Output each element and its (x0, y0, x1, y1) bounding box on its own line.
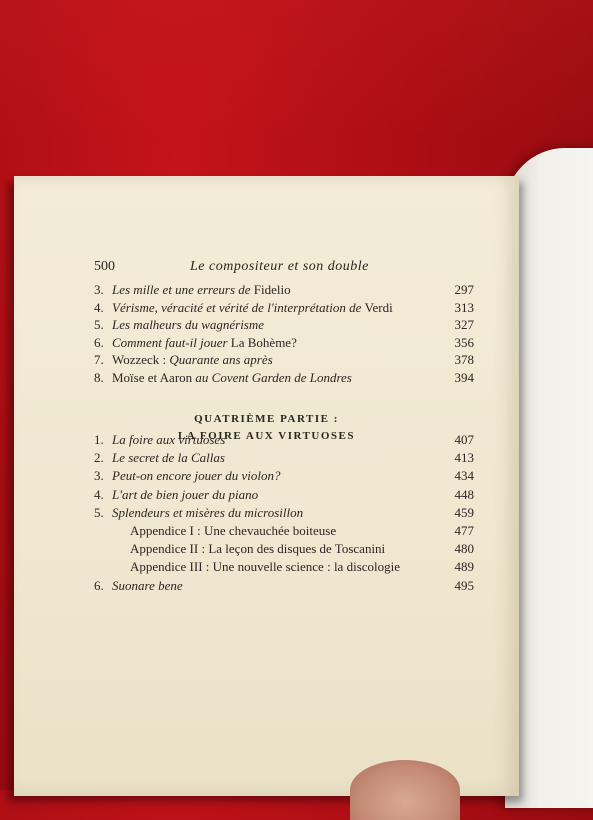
toc-entry (94, 317, 474, 335)
toc-entry (94, 468, 474, 486)
entry-page: 327 (454, 317, 474, 333)
entry-title-part: Fidelio (253, 282, 291, 297)
finger (350, 760, 460, 820)
entry-number: 5. (94, 504, 104, 520)
toc-entry (94, 559, 474, 577)
toc-entry (94, 487, 474, 505)
entry-title (112, 352, 273, 368)
entry-title (112, 300, 393, 316)
entry-number: 4. (94, 486, 104, 502)
entry-title (130, 559, 400, 575)
entry-title (112, 487, 258, 503)
entry-title (112, 335, 297, 351)
entry-title-part: Splendeurs et misères du microsillon (112, 504, 304, 520)
entry-page: 378 (454, 352, 474, 368)
entry-title-part: Comment faut-il jouer (112, 334, 231, 350)
entry-page: 495 (454, 577, 474, 593)
entry-title-part: Appendice III : Une nouvelle science : la discologie (130, 559, 401, 575)
entry-title (112, 578, 183, 594)
entry-title-part: Peut-on encore jouer du violon? (112, 468, 281, 484)
entry-title (112, 432, 225, 448)
toc-entry (94, 282, 474, 300)
entry-page: 413 (454, 450, 474, 466)
entry-title-part: Appendice I : Une chevauchée boiteuse (130, 523, 337, 538)
entry-title (112, 505, 303, 521)
entry-title-part: au Covent Garden de Londres (195, 370, 352, 385)
entry-page: 407 (454, 432, 474, 447)
entry-number: 4. (94, 299, 104, 315)
toc-entry (94, 450, 474, 468)
toc-entry (94, 541, 474, 559)
entry-number: 3. (94, 468, 104, 484)
entry-title-part: Moïse et Aaron (112, 370, 196, 385)
toc-entry (94, 370, 474, 388)
entry-title-part: La foire aux virtuoses (112, 432, 226, 447)
entry-page: 297 (454, 282, 474, 297)
entry-title-part: Vérisme, véracité et vérité de l'interprétation de (112, 299, 365, 315)
entry-page: 459 (454, 504, 474, 520)
entry-title (112, 370, 352, 386)
entry-title (112, 317, 264, 333)
entry-page: 448 (454, 486, 474, 502)
entry-title-part: Le secret de la Callas (112, 450, 225, 466)
entry-number: 3. (94, 282, 104, 297)
entry-number: 6. (94, 334, 104, 350)
entry-title-part: Les mille et une erreurs de (112, 282, 254, 297)
entry-page: 477 (454, 523, 474, 538)
toc-entry (94, 335, 474, 353)
entry-title-part: Quarante ans après (169, 352, 273, 368)
toc-entry (94, 432, 474, 450)
entry-page: 356 (454, 334, 474, 350)
entry-page: 313 (454, 299, 474, 315)
entry-page: 394 (454, 370, 474, 385)
red-fabric-background (0, 0, 593, 200)
entry-title-part: Les malheurs du wagnérisme (112, 317, 265, 333)
toc-entry (94, 505, 474, 523)
entry-page: 480 (454, 541, 474, 557)
toc-entry (94, 352, 474, 370)
entry-title-part: Wozzeck : (112, 352, 170, 368)
entry-page: 434 (454, 468, 474, 484)
entry-number: 8. (94, 370, 104, 385)
entry-title-part: L'art de bien jouer du piano (112, 486, 259, 502)
entry-page: 489 (454, 559, 474, 575)
toc-entry (94, 578, 474, 596)
entry-title (112, 450, 225, 466)
entry-title-part: La Bohème? (230, 334, 297, 350)
toc-entry (94, 300, 474, 318)
entry-title (130, 541, 385, 557)
entry-title (130, 523, 336, 539)
part-heading-line2: LA FOIRE AUX VIRTUOSES (178, 430, 355, 442)
page-header (94, 259, 494, 279)
entry-title-part: Verdi (364, 299, 393, 315)
entry-title (112, 282, 291, 298)
entry-number: 2. (94, 450, 104, 466)
running-title: Le compositeur et son double (190, 259, 369, 274)
toc-entry (94, 523, 474, 541)
entry-title-part: Appendice II : La leçon des disques de Toscanini (130, 541, 386, 557)
entry-title (112, 468, 280, 484)
book-page (14, 176, 519, 796)
entry-title-part: Suonare bene (112, 577, 183, 593)
page-number: 500 (94, 259, 115, 274)
entry-number: 5. (94, 317, 104, 333)
entry-number: 6. (94, 577, 104, 593)
entry-number: 1. (94, 432, 104, 447)
entry-number: 7. (94, 352, 104, 368)
part-heading-line1: QUATRIÈME PARTIE : (194, 413, 339, 425)
